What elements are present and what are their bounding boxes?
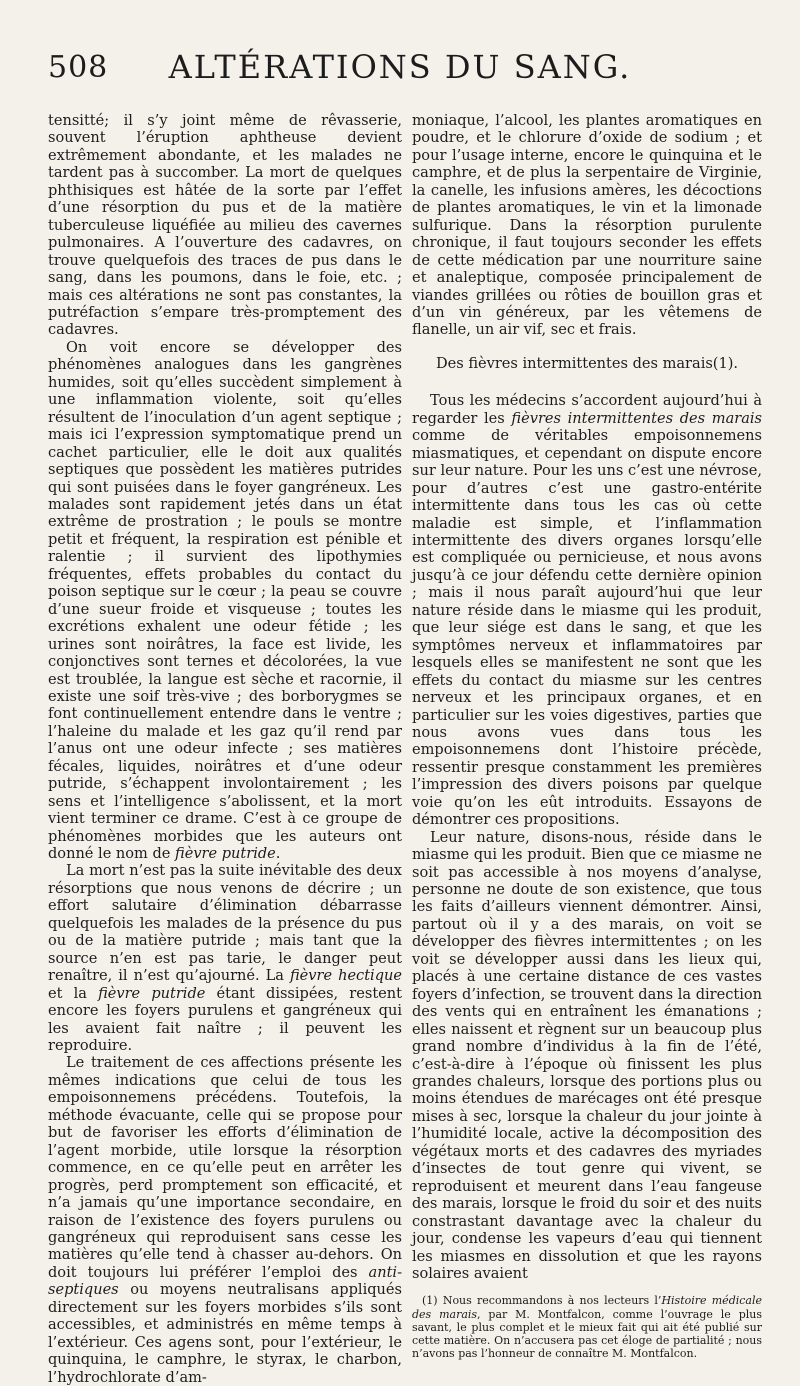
page-number: 508 — [48, 50, 109, 85]
paragraph: On voit encore se développer des phénomènes analogues dans les gangrènes humides, soit qu’elles succèdent simplement à une inflammation violente, soit qu’elles résultent de l’inoculation d’un agent septique ; mais ici l’expression symptomatique prend un cachet particulier, elle le doit aux qualités septiques que possèdent les matières putrides qui sont puisées dans le foyer gangréneux. Les malades sont rapidement jetés dans un état extrême de prostration ; le pouls se montre petit et fréquent, la respiration est pénible et ralentie ; il survient des lipothymies fréquentes, effets probables du contact du poison septique sur le cœur ; la peau se couvre d’une sueur froide et visqueuse ; toutes les excrétions exhalent une odeur fétide ; les urines sont noirâtres, la face est livide, les conjonctives sont ternes et décolorées, la vue est troublée, la langue est sèche et racornie, il existe une soif très-vive ; des borborygmes se font continuellement entendre dans le ventre ; l’haleine du malade et les gaz qu’il rend par l’anus ont une odeur infecte ; ses matières fécales, liquides, noirâtres et d’une odeur putride, s’échappent involontairement ; les sens et l’intelligence s’abolissent, et la mort vient terminer ce drame. C’est à ce groupe de phénomènes morbides que les auteurs ont donné le nom de fièvre putride. — [48, 338, 402, 863]
paragraph: tensitté; il s’y joint même de rêvasserie, souvent l’éruption aphtheuse devient extrêmement abondante, et les malades ne tardent pas à succomber. La mort de quelques phthisiques est hâtée de la sorte par l’effet d’une résorption du pus et de la matière tuberculeuse liquéfiée au milieu des cavernes pulmonaires. A l’ouverture des cadavres, on trouve quelquefois des traces de pus dans le sang, dans les poumons, dans le foie, etc. ; mais ces altérations ne sont pas constantes, la putréfaction s’empare très-promptement des cadavres. — [48, 112, 402, 339]
paragraph: moniaque, l’alcool, les plantes aromatiques en poudre, et le chlorure d’oxide de sodium ; et pour l’usage interne, encore le quinquina et le camphre, et de plus la serpentaire de Virginie, la canelle, les infusions amères, les décoctions de plantes aromatiques, le vin et la limonade sulfurique. Dans la résorption purulente chronique, il faut toujours seconder les effets de cette médication par une nourriture saine et analeptique, composée principalement de viandes grillées ou rôties de bouillon gras et d’un vin généreux, par les vêtemens de flanelle, un air vif, sec et frais. — [412, 112, 762, 339]
page-header — [0, 42, 800, 94]
paragraph: La mort n’est pas la suite inévitable des deux résorptions que nous venons de décrire ; un effort salutaire d’élimination débarrasse quelquefois les malades de la présence du pus ou de la matière putride ; mais tant que la source n’en est pas tarie, le danger peut renaître, il n’est qu’ajourné. La fièvre hectique et la fièvre putride étant dissipées, restent encore les foyers purulens et gangréneux qui les avaient fait naître ; il peuvent les reproduire. — [48, 862, 403, 1055]
paragraph: Le traitement de ces affections présente les mêmes indications que celui de tous les empoisonnemens précédens. Toutefois, la méthode évacuante, celle qui se propose pour but de favoriser les efforts d’élimination de l’agent morbide, utile lorsque la résorption commence, en ce qu’elle peut en arrêter les progrès, perd promptement son efficacité, et n’a jamais qu’une importance secondaire, en raison de l’existence des foyers purulens ou gangréneux qui reproduisent sans cesse les matières qu’elle tend à chasser au-dehors. On doit toujours lui préférer l’emploi des anti-septiques ou moyens neutralisans appliqués directement sur les foyers morbides s’ils sont accessibles, et administrés en même temps à l’extérieur. Ces agens sont, pour l’extérieur, le quinquina, le camphre, le styrax, le charbon, l’hydrochlorate d’am- — [48, 1054, 402, 1386]
section-heading: Des fièvres intermittentes des marais(1). — [435, 354, 739, 372]
paragraph: Leur nature, disons-nous, réside dans le miasme qui les produit. Bien que ce miasme ne soit pas accessible à nos moyens d’analyse, personne ne doute de son existence, que tous les faits d’ailleurs viennent démontrer. Ainsi, partout où il y a des marais, on voit se développer des fièvres intermittentes ; on les voit se développer aussi dans les lieux qui, placés à une certaine distance de ces vastes foyers d’infection, se trouvent dans la direction des vents qui en entraînent les émanations ; elles naissent et règnent sur un beaucoup plus grand nombre d’individus à la fin de l’été, c’est-à-dire à l’époque où finissent les plus grandes chaleurs, lorsque des portions plus ou moins étendues de marécages ont été presque mises à sec, lorsque la chaleur du jour jointe à l’humidité locale, active la décomposition des végétaux morts et des cadavres des myriades d’insectes de tout genre qui vivent, se reproduisent et meurent dans l’eau fangeuse des marais, lorsque le froid du soir et des nuits constrastant davantage avec la chaleur du jour, condense les vapeurs d’eau qui tiennent les miasmes en dissolution et que les rayons solaires avaient — [412, 828, 762, 1282]
running-title: ALTÉRATIONS DU SANG. — [168, 48, 632, 86]
right-column — [412, 112, 762, 1360]
left-column — [48, 112, 402, 1386]
paragraph: Tous les médecins s’accordent aujourd’hui à regarder les fièvres intermittentes des marais comme de véritables empoisonnemens miasmatiques, et cependant on dispute encore sur leur nature. Pour les uns c’est une névrose, pour d’autres c’est une gastro-entérite intermittente dans tous les cas où cette maladie est simple, et l’inflammation intermittente des divers organes lorsqu’elle est compliquée ou pernicieuse, et nous avons jusqu’à ce jour défendu cette dernière opinion ; mais il nous paraît aujourd’hui que leur nature réside dans le miasme qui les produit, que leur siége est dans le sang, et que les symptômes nerveux et inflammatoires par lesquels elles se manifestent ne sont que les effets du contact du miasme sur les centres nerveux et les principaux organes, et en particulier sur les voies digestives, parties que nous avons vues dans tous les empoisonnemens dont l’histoire précède, ressentir presque constamment les premières l’impression des divers poisons par quelque voie qu’on les eût introduits. Essayons de démontrer ces propositions. — [412, 392, 762, 829]
footnote: (1) Nous recommandons à nos lecteurs l’Histoire médicale des marais, par M. Montfalcon, comme l’ouvrage le plus savant, le plus complet et le mieux fait qui ait été publié sur cette matière. On n’accusera pas cet éloge de partialité ; nous n’avons pas l’honneur de connaître M. Montfalcon. — [412, 1294, 762, 1361]
